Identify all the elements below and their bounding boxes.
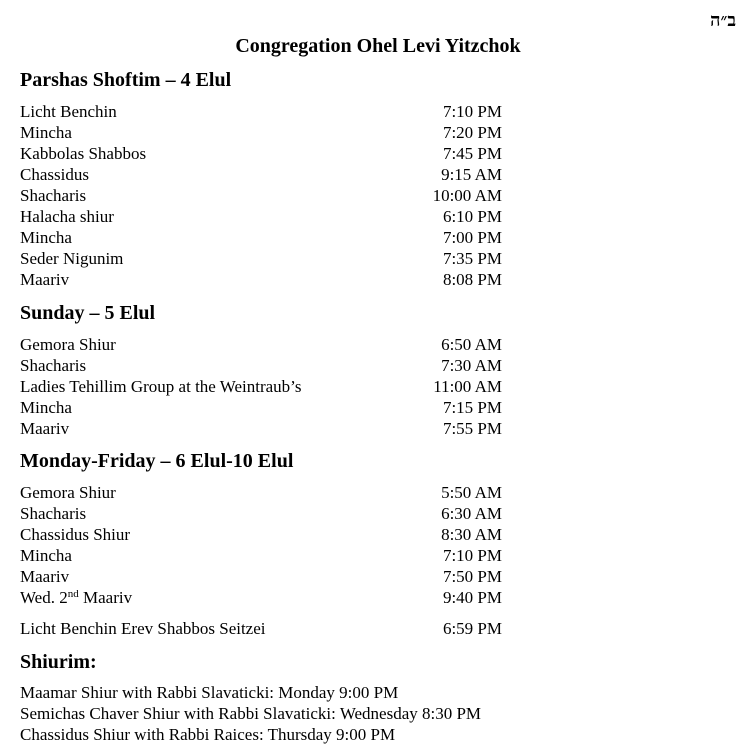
row-label: Mincha	[20, 228, 72, 247]
schedule-row	[20, 355, 502, 376]
shiur-line: Semichas Chaver Shiur with Rabbi Slavaticki: Wednesday 8:30 PM	[20, 704, 482, 723]
row-time: 7:00 PM	[442, 228, 502, 247]
row-time: 6:30 AM	[441, 504, 502, 523]
row-time: 7:10 PM	[442, 102, 502, 121]
row-label: Shacharis	[20, 504, 87, 523]
row-label: Licht Benchin	[20, 102, 117, 121]
schedule-row	[20, 376, 502, 397]
row-label-pre: Wed. 2	[20, 588, 68, 607]
row-time: 7:20 PM	[442, 123, 502, 142]
row-label: Chassidus	[20, 165, 89, 184]
page-title: Congregation Ohel Levi Yitzchok	[235, 35, 521, 57]
row-time: 8:30 AM	[441, 525, 502, 544]
shiur-line: Maamar Shiur with Rabbi Slavaticki: Monday 9:00 PM	[20, 683, 399, 702]
row-time: 8:08 PM	[442, 270, 502, 289]
row-time: 5:50 AM	[441, 483, 502, 502]
row-label: Maariv	[20, 567, 70, 586]
schedule-row	[20, 206, 502, 227]
row-label: Ladies Tehillim Group at the Weintraub’s	[20, 377, 302, 396]
row-time: 7:35 PM	[442, 249, 502, 268]
row-label: Chassidus Shiur	[20, 525, 131, 544]
schedule-row	[20, 122, 502, 143]
row-time: 7:50 PM	[442, 567, 502, 586]
shiur-line: Chassidus Shiur with Rabbi Raices: Thursday 9:00 PM	[20, 725, 396, 744]
shiurim-heading: Shiurim:	[20, 651, 97, 673]
row-label: Gemora Shiur	[20, 483, 116, 502]
section-heading-weekdays: Monday-Friday – 6 Elul-10 Elul	[20, 450, 294, 472]
row-time: 7:55 PM	[442, 419, 502, 438]
schedule-row	[20, 397, 502, 418]
row-time: 7:30 AM	[441, 356, 502, 375]
row-time: 6:50 AM	[441, 335, 502, 354]
schedule-row	[20, 164, 502, 185]
schedule-row-licht-benchin	[20, 618, 502, 639]
row-label: Mincha	[20, 398, 72, 417]
schedule-row	[20, 587, 502, 608]
row-label	[20, 587, 132, 608]
row-time: 9:15 AM	[441, 165, 502, 184]
row-time: 7:10 PM	[442, 546, 502, 565]
schedule-row	[20, 227, 502, 248]
schedule-row	[20, 482, 502, 503]
row-label: Mincha	[20, 123, 72, 142]
row-time: 6:59 PM	[442, 619, 502, 638]
row-time: 7:45 PM	[442, 144, 502, 163]
schedule-row	[20, 334, 502, 355]
row-label: Maariv	[20, 419, 70, 438]
row-time: 10:00 AM	[432, 186, 502, 205]
row-label: Gemora Shiur	[20, 335, 116, 354]
schedule-row	[20, 269, 502, 290]
row-label: Halacha shiur	[20, 207, 114, 226]
row-label: Shacharis	[20, 186, 87, 205]
row-label: Maariv	[20, 270, 70, 289]
row-time: 6:10 PM	[442, 207, 502, 226]
ordinal-suffix: nd	[67, 588, 79, 600]
row-time: 11:00 AM	[433, 377, 502, 396]
schedule-row	[20, 545, 502, 566]
schedule-row	[20, 143, 502, 164]
row-label: Shacharis	[20, 356, 87, 375]
section-heading-sunday: Sunday – 5 Elul	[20, 302, 156, 324]
schedule-row	[20, 248, 502, 269]
row-label: Licht Benchin Erev Shabbos Seitzei	[20, 619, 266, 638]
row-label: Mincha	[20, 546, 72, 565]
section-heading-shabbos: Parshas Shoftim – 4 Elul	[20, 69, 232, 91]
row-time: 7:15 PM	[442, 398, 502, 417]
bh-corner-mark: ב״ה	[710, 10, 736, 30]
schedule-row	[20, 418, 502, 439]
row-time: 9:40 PM	[442, 588, 502, 607]
schedule-row	[20, 503, 502, 524]
schedule-row	[20, 566, 502, 587]
row-label-post: Maariv	[78, 588, 133, 607]
schedule-row	[20, 185, 502, 206]
row-label: Seder Nigunim	[20, 249, 124, 268]
schedule-row	[20, 524, 502, 545]
row-label: Kabbolas Shabbos	[20, 144, 147, 163]
schedule-row	[20, 101, 502, 122]
